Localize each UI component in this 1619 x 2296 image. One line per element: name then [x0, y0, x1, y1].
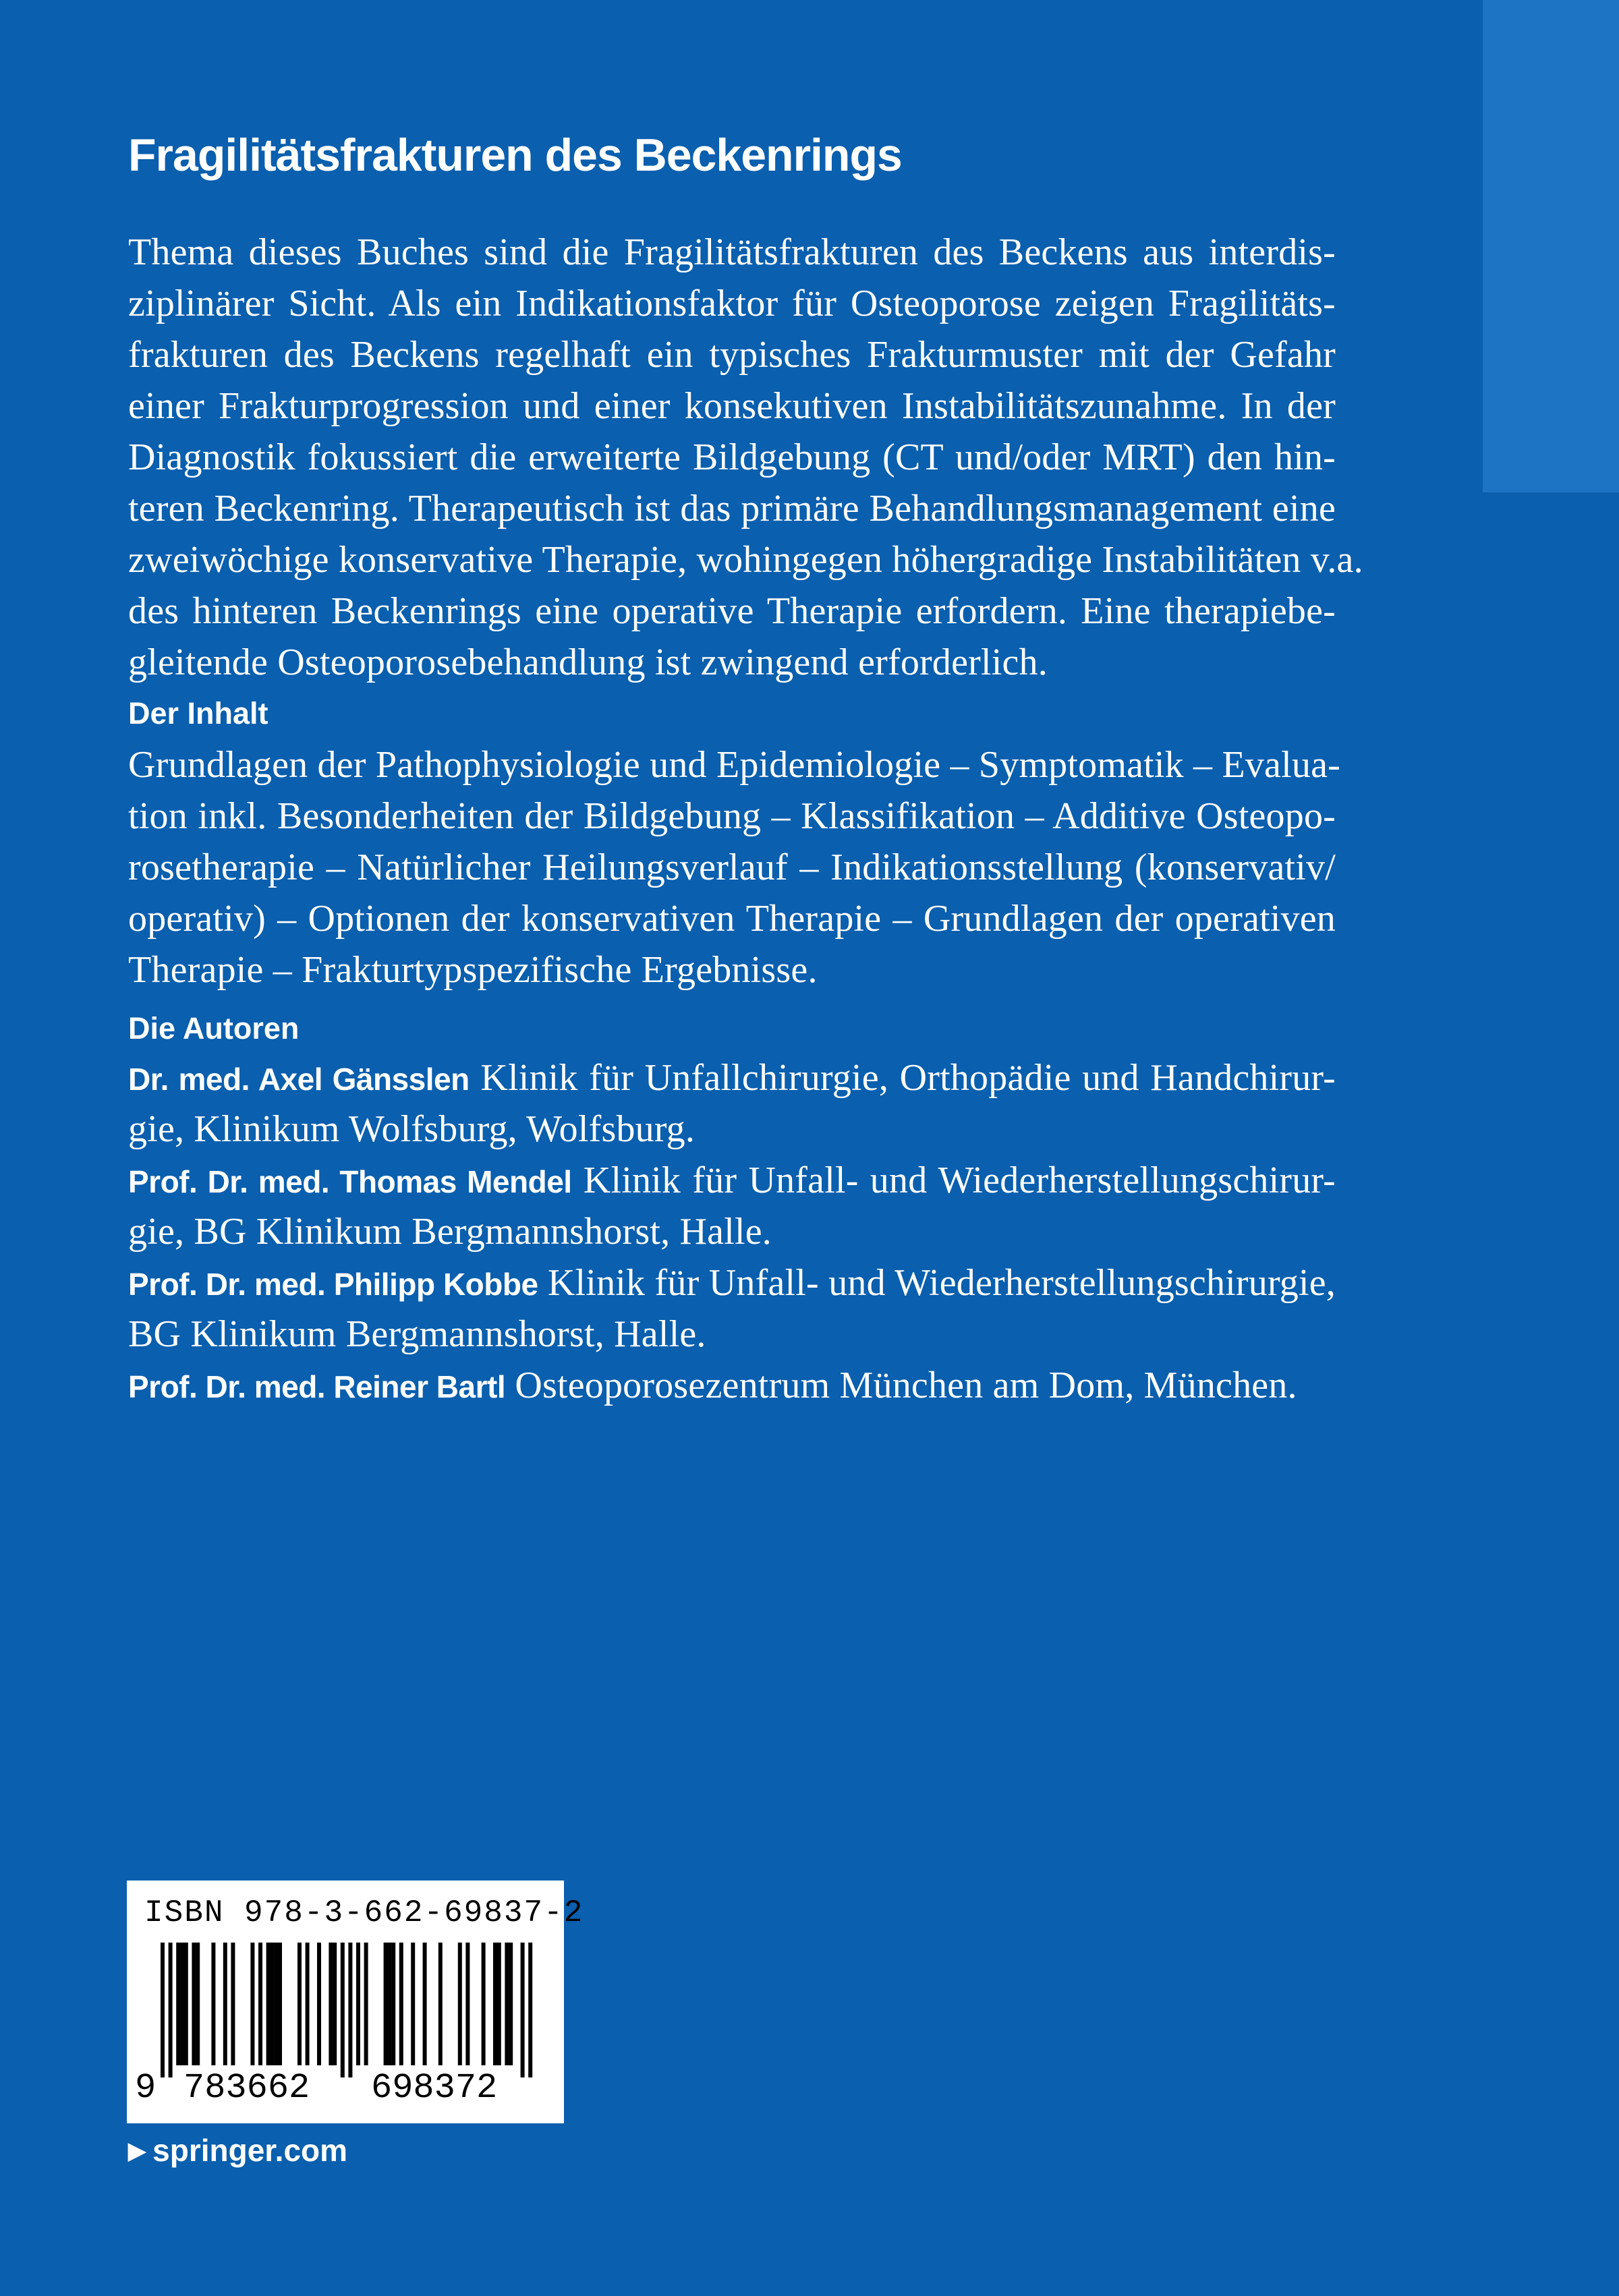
- intro-line: einer Frakturprogression und einer konsekutiven Instabilitätszunahme. In der: [128, 385, 1336, 427]
- author-affiliation-cont: gie, BG Klinikum Bergmannshorst, Halle.: [128, 1211, 772, 1253]
- intro-paragraph: [128, 227, 1363, 688]
- publisher-site: springer.com: [152, 2133, 348, 2168]
- barcode-bar: [458, 1943, 462, 2065]
- author-entry: [128, 1360, 1336, 1411]
- publisher-link[interactable]: [128, 2131, 347, 2170]
- barcode-bar: [274, 1943, 278, 2065]
- arrow-right-icon: ▶: [128, 2138, 146, 2164]
- barcode-bar: [493, 1943, 497, 2065]
- barcode-bar: [192, 1943, 196, 2065]
- contents-line: rosetherapie – Natürlicher Heilungsverlauf – Indikationsstellung (konservativ/: [128, 846, 1336, 888]
- author-name: Prof. Dr. med. Reiner Bartl: [128, 1369, 506, 1404]
- barcode-digit-group: 783662: [183, 2068, 310, 2108]
- barcode-guard-bar: [528, 1943, 532, 2077]
- barcode-bar: [278, 1943, 282, 2065]
- barcode-bar: [387, 1943, 391, 2065]
- barcode-bar: [258, 1943, 262, 2065]
- barcode-guard-bar: [161, 1943, 165, 2077]
- barcode-bar: [333, 1943, 337, 2065]
- author-affiliation: Klinik für Unfallchirurgie, Orthopädie und Handchirur-: [480, 1057, 1336, 1099]
- isbn-label: ISBN 978-3-662-69837-2: [144, 1895, 584, 1930]
- cover-side-tab: [1483, 0, 1619, 492]
- barcode-bar: [364, 1943, 368, 2065]
- intro-line: Thema dieses Buches sind die Fragilitätsfrakturen des Beckens aus interdis-: [128, 231, 1336, 273]
- contents-paragraph: [128, 739, 1340, 996]
- barcode-guard-bar: [521, 1943, 525, 2077]
- barcode-graphic: [161, 1943, 538, 2077]
- barcode-bar: [250, 1943, 254, 2065]
- intro-line: des hinteren Beckenrings eine operative Therapie erfordern. Eine therapiebe-: [128, 590, 1336, 632]
- barcode-bar: [297, 1943, 302, 2065]
- book-title: Fragilitätsfrakturen des Beckenrings: [128, 130, 902, 181]
- barcode-bar: [306, 1943, 310, 2065]
- barcode-bar: [384, 1943, 388, 2065]
- barcode-bar: [223, 1943, 227, 2065]
- contents-line: Therapie – Frakturtypspezifische Ergebnisse.: [128, 949, 818, 991]
- barcode-bar: [180, 1943, 184, 2065]
- intro-line: Diagnostik fokussiert die erweiterte Bildgebung (CT und/oder MRT) den hin-: [128, 436, 1336, 478]
- barcode-guard-bar: [169, 1943, 173, 2077]
- barcode-bar: [266, 1943, 271, 2065]
- barcode-guard-bar: [341, 1943, 345, 2077]
- barcode-bar: [211, 1943, 215, 2065]
- author-affiliation: Klinik für Unfall- und Wiederherstellungschirur-: [583, 1159, 1336, 1201]
- author-name: Prof. Dr. med. Thomas Mendel: [128, 1164, 572, 1199]
- barcode-digit-group: 9: [135, 2068, 157, 2108]
- barcode-bar: [497, 1943, 501, 2065]
- intro-line: zweiwöchige konservative Therapie, wohingegen höhergradige Instabilitäten v.a.: [128, 539, 1363, 581]
- barcode-bar: [176, 1943, 180, 2065]
- barcode-digit-group: 698372: [371, 2068, 498, 2108]
- intro-line: ziplinärer Sicht. Als ein Indikationsfaktor für Osteoporose zeigen Fragilitäts-: [128, 283, 1336, 324]
- barcode-bar: [423, 1943, 427, 2065]
- author-affiliation-cont: gie, Klinikum Wolfsburg, Wolfsburg.: [128, 1108, 695, 1150]
- barcode-bar: [231, 1943, 235, 2065]
- author-affiliation: Klinik für Unfall- und Wiederherstellungschirurgie,: [547, 1262, 1336, 1304]
- barcode-bar: [505, 1943, 509, 2065]
- authors-list: [128, 1052, 1336, 1411]
- barcode-bar: [270, 1943, 274, 2065]
- author-entry: [128, 1257, 1336, 1309]
- contents-heading: Der Inhalt: [128, 696, 268, 730]
- intro-line: frakturen des Beckens regelhaft ein typisches Frakturmuster mit der Gefahr: [128, 334, 1336, 376]
- authors-heading: Die Autoren: [128, 1011, 300, 1045]
- contents-line: operativ) – Optionen der konservativen Therapie – Grundlagen der operativen: [128, 898, 1336, 940]
- author-name: Prof. Dr. med. Philipp Kobbe: [128, 1267, 538, 1302]
- barcode-bar: [391, 1943, 395, 2065]
- barcode-bar: [411, 1943, 415, 2065]
- author-name: Dr. med. Axel Gänsslen: [128, 1062, 470, 1097]
- barcode-bar: [465, 1943, 470, 2065]
- author-entry: [128, 1155, 1336, 1206]
- author-affiliation: Osteoporosezentrum München am Dom, München.: [515, 1365, 1297, 1406]
- barcode-bar: [509, 1943, 513, 2065]
- barcode-bar: [196, 1943, 200, 2065]
- contents-line: Grundlagen der Pathophysiologie und Epidemiologie – Symptomatik – Evalua-: [128, 744, 1340, 786]
- barcode-bar: [399, 1943, 403, 2065]
- isbn-barcode: [127, 1881, 584, 2123]
- author-affiliation-cont: BG Klinikum Bergmannshorst, Halle.: [128, 1313, 706, 1355]
- contents-line: tion inkl. Besonderheiten der Bildgebung – Klassifikation – Additive Osteopo-: [128, 795, 1336, 837]
- barcode-guard-bar: [348, 1943, 352, 2077]
- barcode-bar: [329, 1943, 333, 2065]
- author-entry: [128, 1052, 1336, 1103]
- barcode-bar: [184, 1943, 188, 2065]
- barcode-bar: [317, 1943, 321, 2065]
- intro-line: gleitende Osteoporosebehandlung ist zwingend erforderlich.: [128, 641, 1048, 683]
- barcode-bar: [438, 1943, 443, 2065]
- barcode-bar: [482, 1943, 486, 2065]
- barcode-bar: [356, 1943, 360, 2065]
- intro-line: teren Beckenring. Therapeutisch ist das primäre Behandlungsmanagement eine: [128, 488, 1336, 529]
